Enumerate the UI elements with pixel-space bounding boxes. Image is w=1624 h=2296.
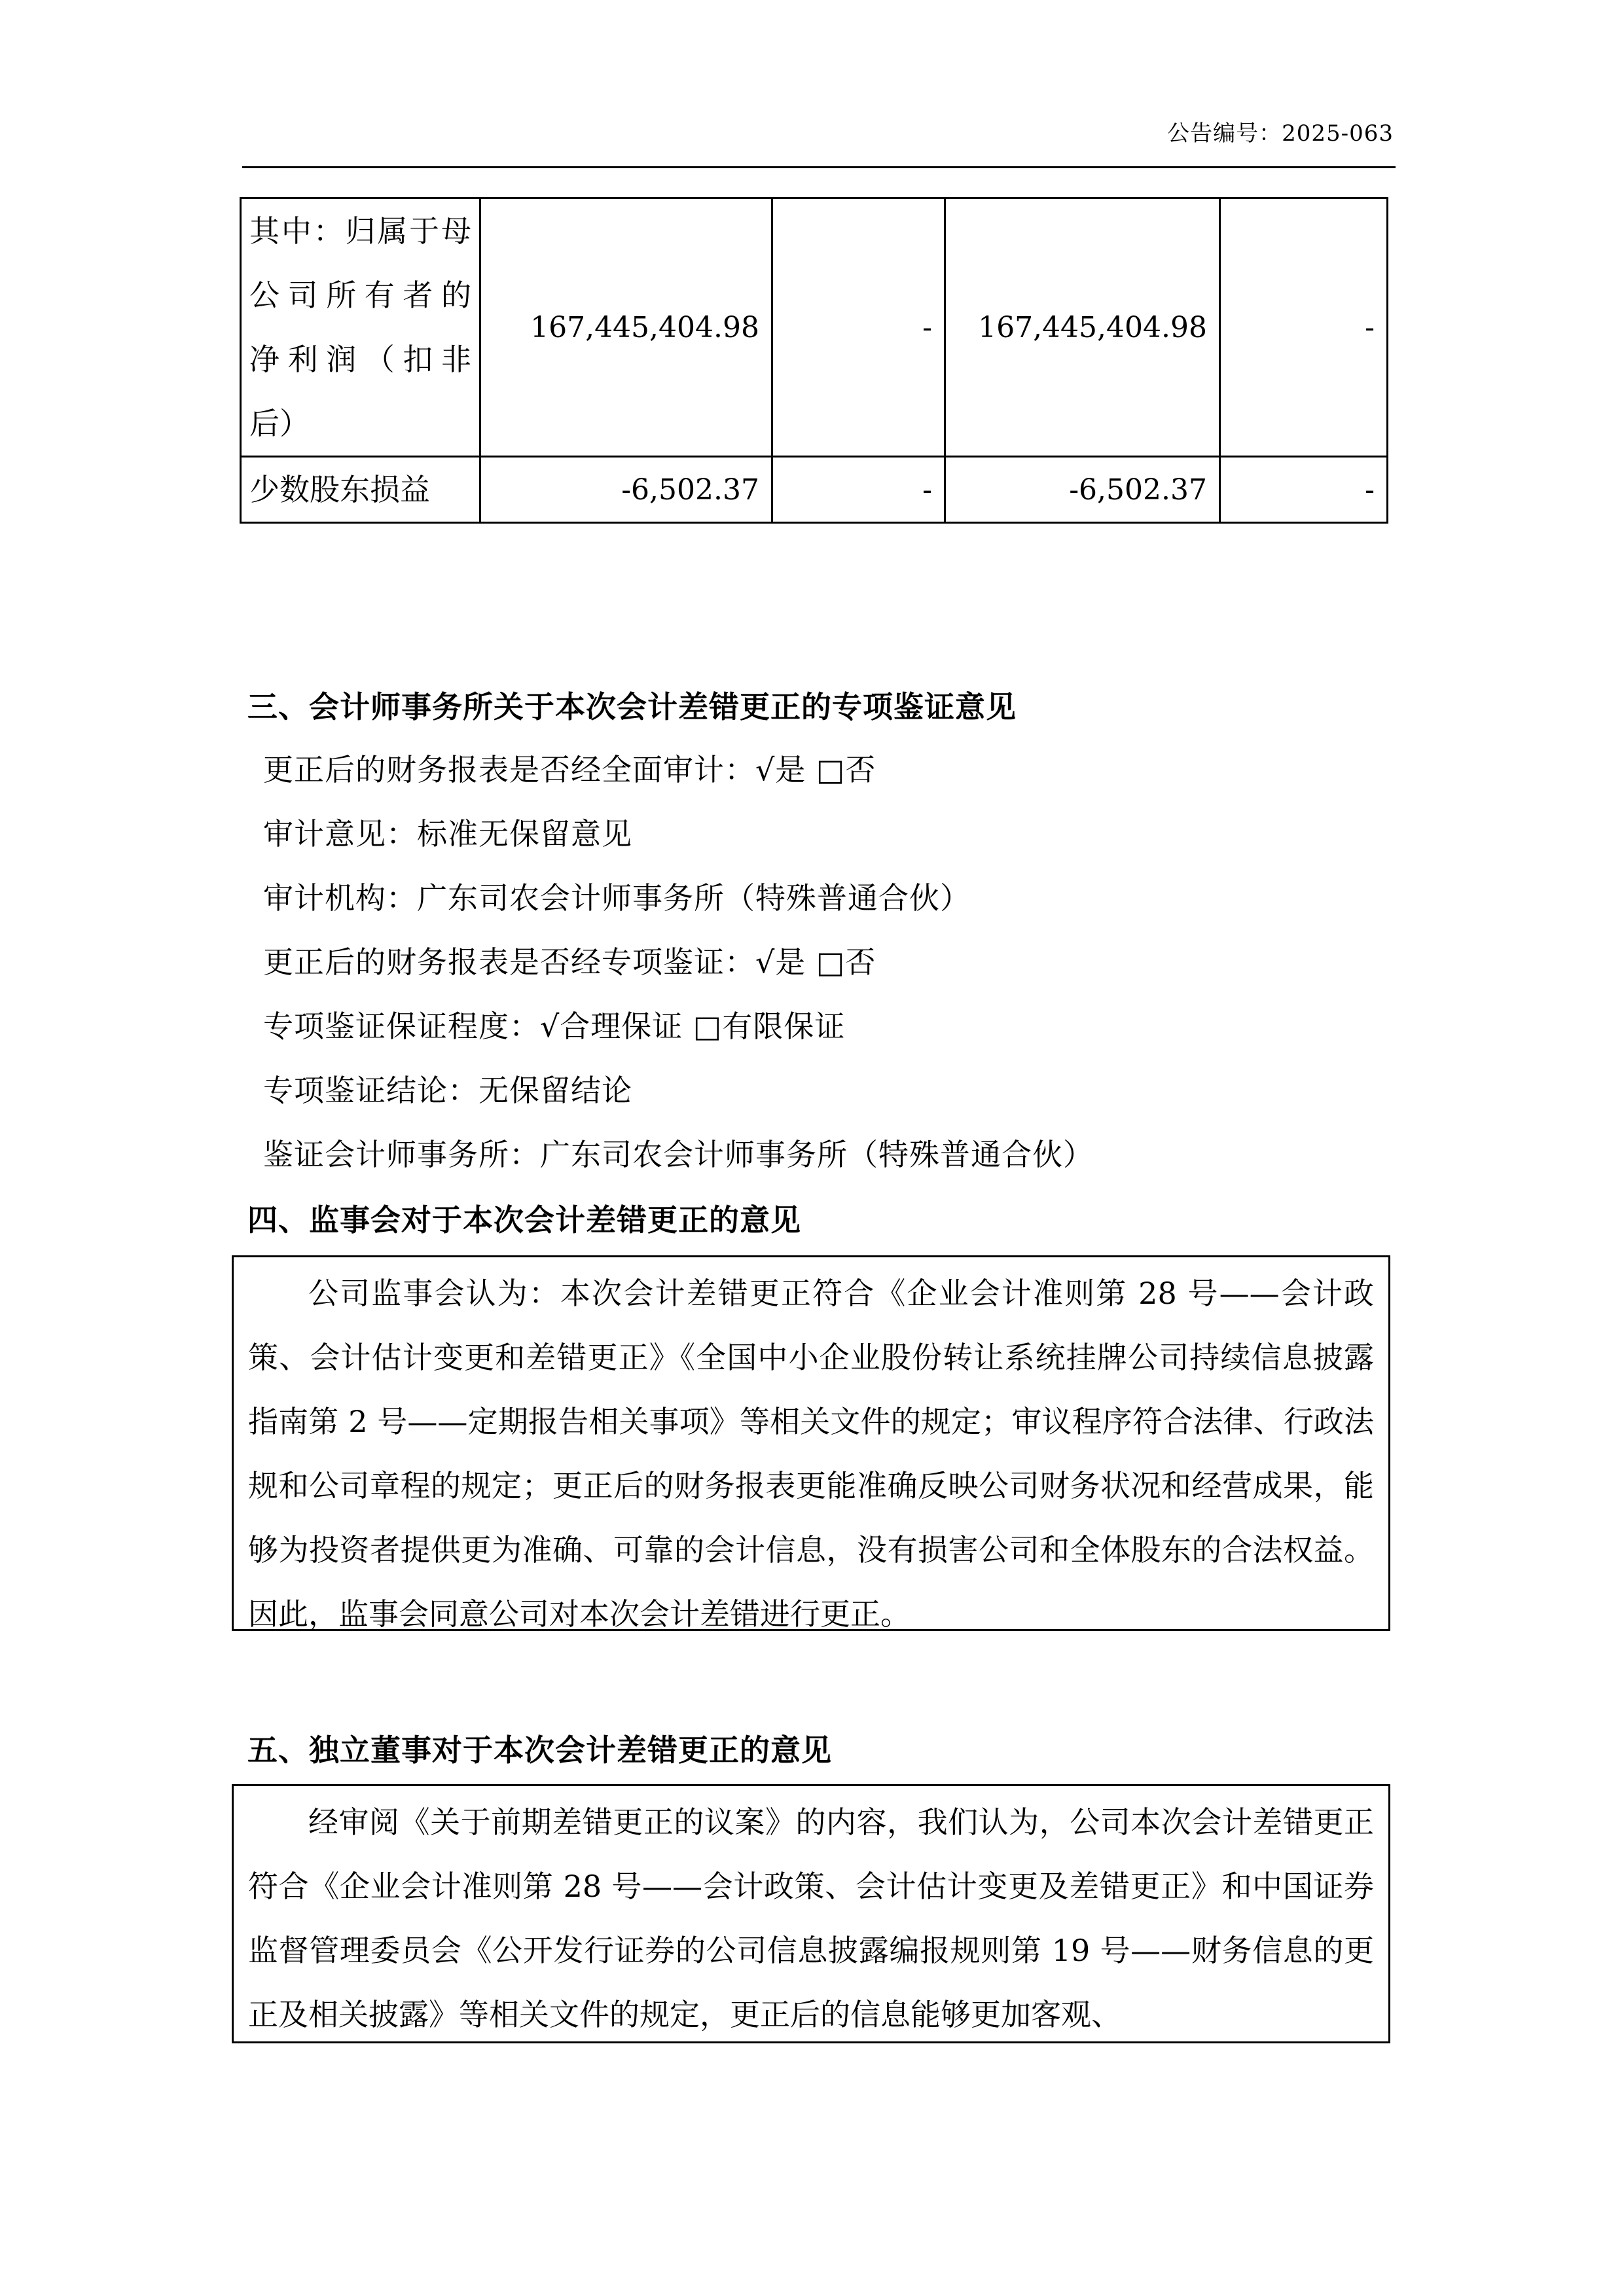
row-label: 少数股东损益: [241, 457, 480, 523]
audit-full-line: 更正后的财务报表是否经全面审计：√是 □否: [263, 752, 876, 787]
review-firm-line: 鉴证会计师事务所：广东司农会计师事务所（特殊普通合伙）: [263, 1137, 1094, 1172]
assurance-level-line: 专项鉴证保证程度：√合理保证 □有限保证: [263, 1009, 846, 1044]
table-cell: -: [1220, 457, 1388, 523]
notice-number: 公告编号：2025-063: [1167, 120, 1394, 147]
audit-opinion-line: 审计意见：标准无保留意见: [263, 816, 632, 852]
label-line: 净利润（扣非: [249, 342, 471, 377]
label-line: 公司所有者的: [249, 278, 471, 313]
header-divider: [242, 166, 1396, 168]
review-conclusion-line: 专项鉴证结论：无保留结论: [263, 1073, 632, 1108]
label-line: 其中：归属于母: [249, 213, 471, 249]
section4-title: 四、监事会对于本次会计差错更正的意见: [247, 1202, 801, 1238]
audit-firm-line: 审计机构：广东司农会计师事务所（特殊普通合伙）: [263, 880, 971, 916]
row-label: [241, 198, 480, 457]
supervisory-opinion-box: [232, 1255, 1390, 1631]
label-line: 后）: [249, 406, 310, 441]
table-row: [241, 457, 1388, 523]
table-cell: -: [772, 198, 945, 457]
supervisory-opinion-text: 公司监事会认为：本次会计差错更正符合《企业会计准则第 28 号——会计政策、会计估计变更和差错更正》《全国中小企业股份转让系统挂牌公司持续信息披露指南第 2 号——定期报告相关事项》等相关文件的规定；审议程序符合法律、行政法规和公司章程的规定；更正后的财务报表更能准确反映公司财务状况和经营成果，能够为投资者提供更为准确、可靠的会计信息，没有损害公司和全体股东的合法权益。因此，监事会同意公司对本次会计差错进行更正。: [248, 1276, 1374, 1632]
table-cell: -6,502.37: [945, 457, 1220, 523]
financial-table: [240, 197, 1388, 524]
table-cell: -: [1220, 198, 1388, 457]
section3-title: 三、会计师事务所关于本次会计差错更正的专项鉴证意见: [247, 689, 1017, 725]
table-cell: -: [772, 457, 945, 523]
table-row: [241, 198, 1388, 457]
table-cell: 167,445,404.98: [945, 198, 1220, 457]
independent-director-opinion-box: [232, 1784, 1390, 2043]
table-cell: -6,502.37: [480, 457, 772, 523]
independent-director-opinion-text: 经审阅《关于前期差错更正的议案》的内容，我们认为，公司本次会计差错更正符合《企业会计准则第 28 号——会计政策、会计估计变更及差错更正》和中国证券监督管理委员会《公开发行证券的公司信息披露编报规则第 19 号——财务信息的更正及相关披露》等相关文件的规定，更正后的信息能够更加客观、: [248, 1804, 1374, 2032]
special-review-line: 更正后的财务报表是否经专项鉴证：√是 □否: [263, 944, 876, 980]
table-cell: 167,445,404.98: [480, 198, 772, 457]
section5-title: 五、独立董事对于本次会计差错更正的意见: [247, 1732, 832, 1768]
